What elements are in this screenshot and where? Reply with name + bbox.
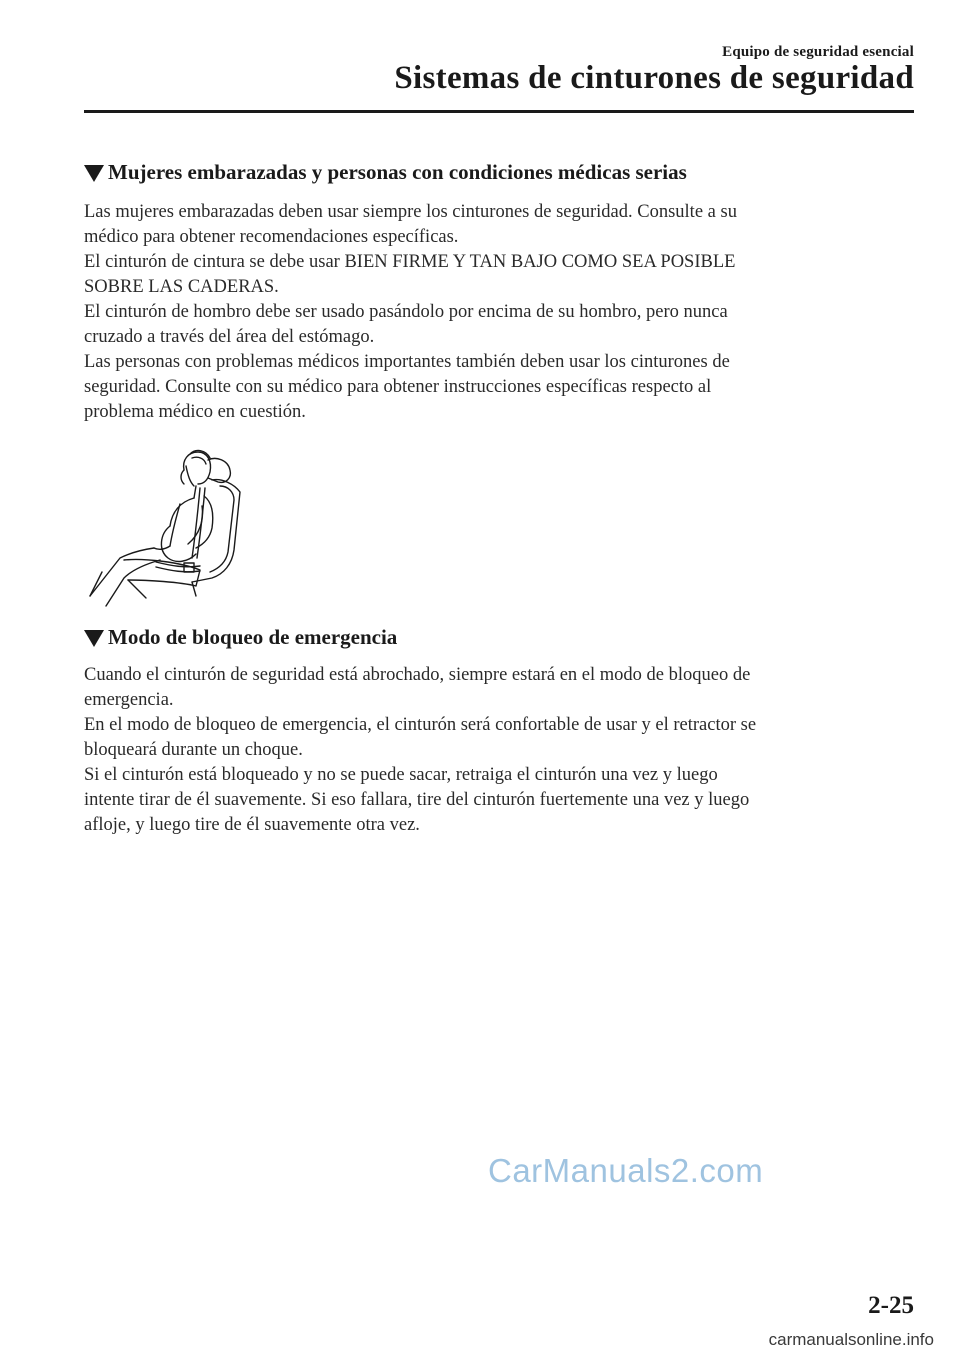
body-line: Si el cinturón está bloqueado y no se puede sacar, retraiga el cinturón una vez y luego (84, 765, 718, 785)
body-line: Las mujeres embarazadas deben usar siempre los cinturones de seguridad. Consulte a su (84, 202, 737, 222)
section-heading-emergency-lock (84, 625, 397, 650)
page-title: Sistemas de cinturones de seguridad (394, 60, 914, 96)
body-line: cruzado a través del área del estómago. (84, 327, 375, 347)
triangle-bullet-icon (84, 630, 104, 647)
body-line: intente tirar de él suavemente. Si eso fallara, tire del cinturón fuertemente una vez y luego (84, 790, 750, 810)
body-line: El cinturón de cintura se debe usar BIEN FIRME Y TAN BAJO COMO SEA POSIBLE (84, 252, 736, 272)
chapter-label: Equipo de seguridad esencial (722, 44, 914, 60)
triangle-bullet-icon (84, 165, 104, 182)
watermark: CarManuals2.com (488, 1152, 764, 1189)
header-divider (84, 110, 914, 113)
body-line: médico para obtener recomendaciones específicas. (84, 227, 459, 247)
page-number: 2-25 (868, 1292, 914, 1319)
body-line: SOBRE LAS CADERAS. (84, 277, 279, 297)
body-line: seguridad. Consulte con su médico para obtener instrucciones específicas respecto al (84, 377, 712, 397)
section-body-emergency-lock (84, 663, 914, 838)
section-body-pregnant (84, 200, 914, 425)
body-line: En el modo de bloqueo de emergencia, el cinturón será confortable de usar y el retractor se (84, 715, 757, 735)
section-heading-text: Modo de bloqueo de emergencia (108, 625, 398, 649)
section-heading-pregnant (84, 160, 687, 185)
footer-site-link[interactable]: carmanualsonline.info (768, 1330, 934, 1349)
body-line: emergencia. (84, 690, 174, 710)
body-line: Cuando el cinturón de seguridad está abrochado, siempre estará en el modo de bloqueo de (84, 665, 751, 685)
body-line: bloqueará durante un choque. (84, 740, 303, 760)
section-heading-text: Mujeres embarazadas y personas con condiciones médicas serias (108, 160, 687, 184)
body-line: El cinturón de hombro debe ser usado pasándolo por encima de su hombro, pero nunca (84, 302, 728, 322)
body-line: problema médico en cuestión. (84, 402, 306, 422)
body-line: Las personas con problemas médicos importantes también deben usar los cinturones de (84, 352, 730, 372)
body-line: afloje, y luego tire de él suavemente otra vez. (84, 815, 420, 835)
pregnant-woman-seatbelt-illustration (84, 440, 264, 610)
